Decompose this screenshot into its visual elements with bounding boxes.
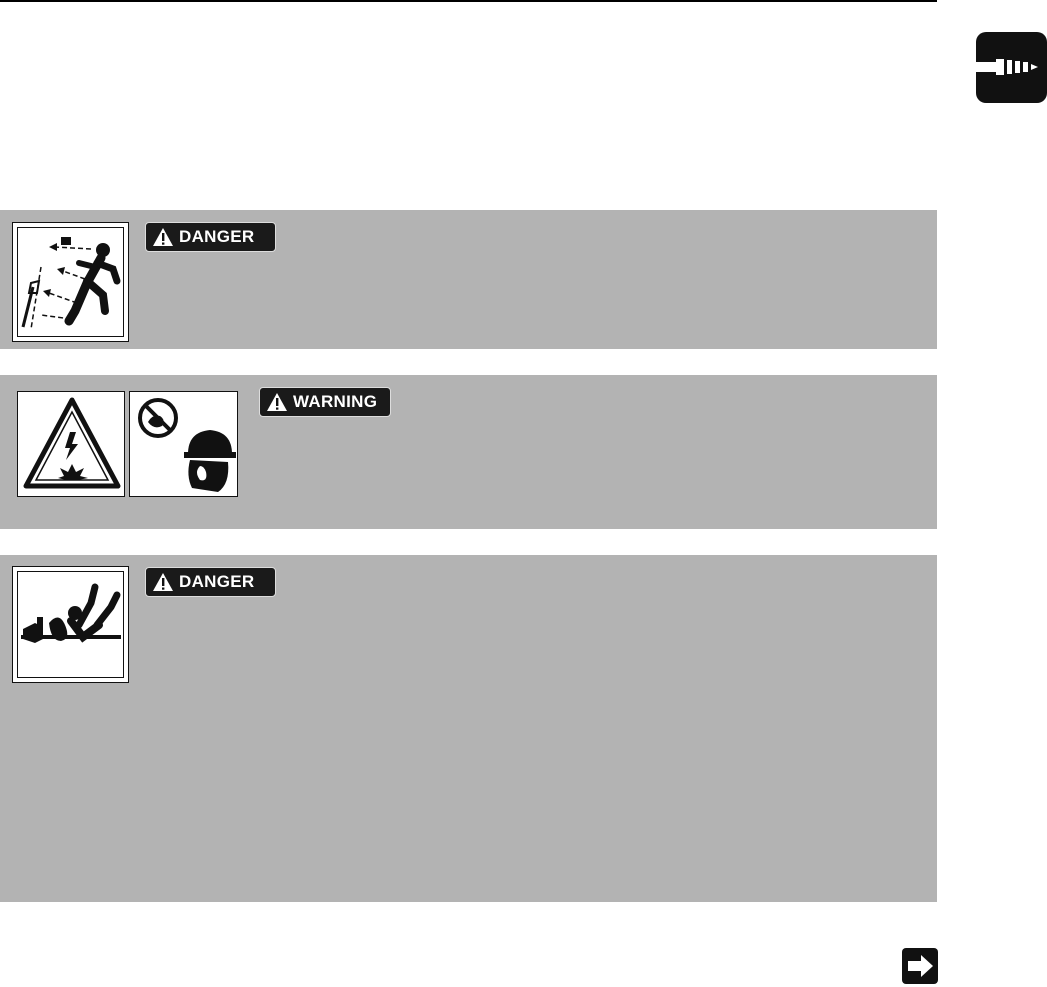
warning-panel-electric-shock	[0, 375, 937, 529]
pictogram-box	[17, 391, 125, 497]
ear-eye-protection-icon	[130, 392, 239, 498]
electric-shock-explosion-icon	[18, 392, 126, 498]
section-tab-badge	[976, 32, 1047, 103]
danger-panel-flying-objects	[0, 210, 937, 349]
warning-triangle-icon	[266, 392, 288, 412]
warning-triangle-icon	[152, 227, 174, 247]
flying-objects-injury-icon	[13, 223, 130, 343]
signal-word-label: DANGER	[145, 567, 276, 597]
pictogram-box	[12, 566, 129, 683]
signal-word-label: WARNING	[259, 387, 391, 417]
danger-panel-entanglement	[0, 555, 937, 902]
drill-bit-icon	[976, 32, 1047, 103]
pictogram-box	[129, 391, 238, 497]
next-page-button[interactable]	[902, 948, 938, 984]
warning-triangle-icon	[152, 572, 174, 592]
top-rule	[0, 0, 937, 2]
pictogram-box	[12, 222, 129, 342]
arrow-right-icon	[902, 948, 938, 984]
entanglement-hazard-icon	[13, 567, 130, 684]
signal-word-label: DANGER	[145, 222, 276, 252]
